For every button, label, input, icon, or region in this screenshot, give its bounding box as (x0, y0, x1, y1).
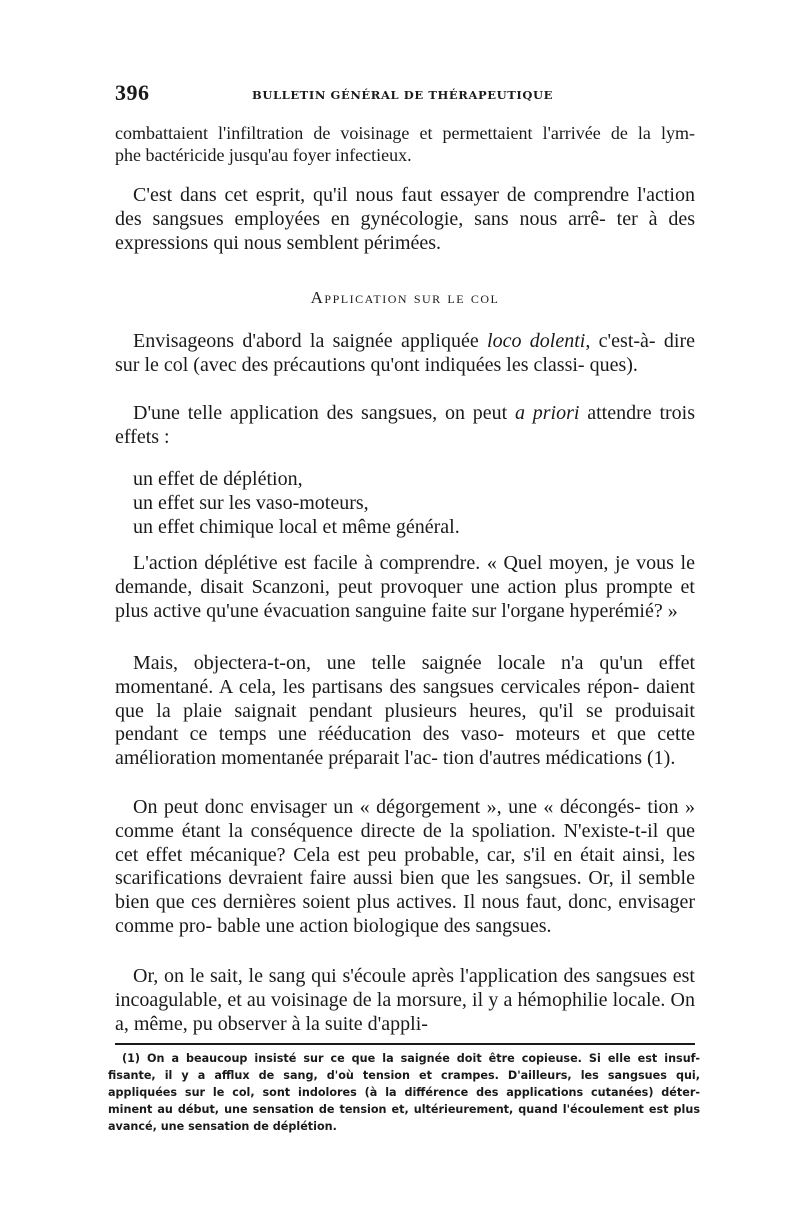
paragraph-action (115, 552, 695, 623)
effect-item: un effet chimique local et même général. (133, 516, 460, 538)
effect-item: un effet de déplétion, (133, 468, 303, 490)
intro-line-1: combattaient l'infiltration de voisinage et permettaient l'arrivée de la lym- (115, 123, 695, 143)
page-number: 396 (115, 80, 150, 105)
application-italic: a priori (514, 402, 580, 424)
footnote (108, 1050, 700, 1135)
effects-list (133, 467, 653, 539)
page-header (115, 80, 690, 108)
footnote-text: (1) On a beaucoup insisté sur ce que la saignée doit être copieuse. Si elle est insuf- fisante, il y a afflux de sang, d'où tension et crampes. D'ailleurs, les sangsues qui, appliquées sur le col, sont indolores (à la différence des applications cutanées) déter- minent au début, une sensation de tension et, ultérieurement, quand l'écoulement est plus avancé, une sensation de déplétion. (108, 1052, 700, 1133)
paragraph-envisageons (115, 330, 695, 378)
application-part-1: D'une telle application des sangsues, on peut (133, 402, 515, 424)
paragraph-mais (115, 652, 695, 771)
footnote-rule (115, 1043, 695, 1045)
intro-paragraph (115, 122, 695, 166)
paragraph-application (115, 402, 695, 450)
paragraph-esprit-text: C'est dans cet esprit, qu'il nous faut essayer de comprendre l'action des sangsues employées en gynécologie, sans nous arrê- ter à des expressions qui nous semblent périmées. (115, 184, 695, 254)
paragraph-action-text: L'action déplétive est facile à comprendre. « Quel moyen, je vous le demande, disait Scanzoni, peut provoquer une action plus prompte et plus active qu'une évacuation sanguine faite sur l'organe hyperémié? » (115, 552, 695, 622)
effect-item: un effet sur les vaso-moteurs, (133, 492, 369, 514)
envisageons-part-2: , c'est-à- dire sur le col (avec des précautions qu'ont indiquées les classi- ques). (115, 330, 695, 376)
intro-line-2: phe bactéricide jusqu'au foyer infectieux. (115, 145, 412, 165)
application-part-2: attendre trois effets : (115, 402, 696, 448)
paragraph-or-text: Or, on le sait, le sang qui s'écoule après l'application des sangsues est incoagulable, et au voisinage de la morsure, il y a hémophilie locale. On a, même, pu observer à la suite d'appli- (115, 965, 695, 1035)
running-title: BULLETIN GÉNÉRAL DE THÉRAPEUTIQUE (252, 88, 553, 102)
section-heading: Application sur le col (310, 288, 500, 307)
paragraph-esprit (115, 184, 695, 255)
paragraph-mais-text: Mais, objectera-t-on, une telle saignée locale n'a qu'un effet momentané. A cela, les partisans des sangsues cervicales répon- daient que la plaie saignait pendant plusieurs heures, qu'il se produisait pendant ce temps une rééducation des vaso- moteurs et que cette amélioration momentanée préparait l'ac- tion d'autres médications (1). (115, 652, 695, 770)
paragraph-on-peut-text: On peut donc envisager un « dégorgement », une « décongés- tion » comme étant la conséquence directe de la spoliation. N'existe-t-il que cet effet mécanique? Cela est peu probable, car, s'il en était ainsi, les scarifications devraient faire aussi bien que les sangsues. Or, il semble bien que ces dernières soient plus actives. Il nous faut, donc, envisager comme pro- bable une action biologique des sangsues. (115, 796, 695, 937)
paragraph-on-peut (115, 796, 695, 939)
paragraph-or (115, 965, 695, 1036)
envisageons-italic: loco dolenti (487, 330, 586, 352)
envisageons-part-1: Envisageons d'abord la saignée appliquée (133, 330, 488, 352)
